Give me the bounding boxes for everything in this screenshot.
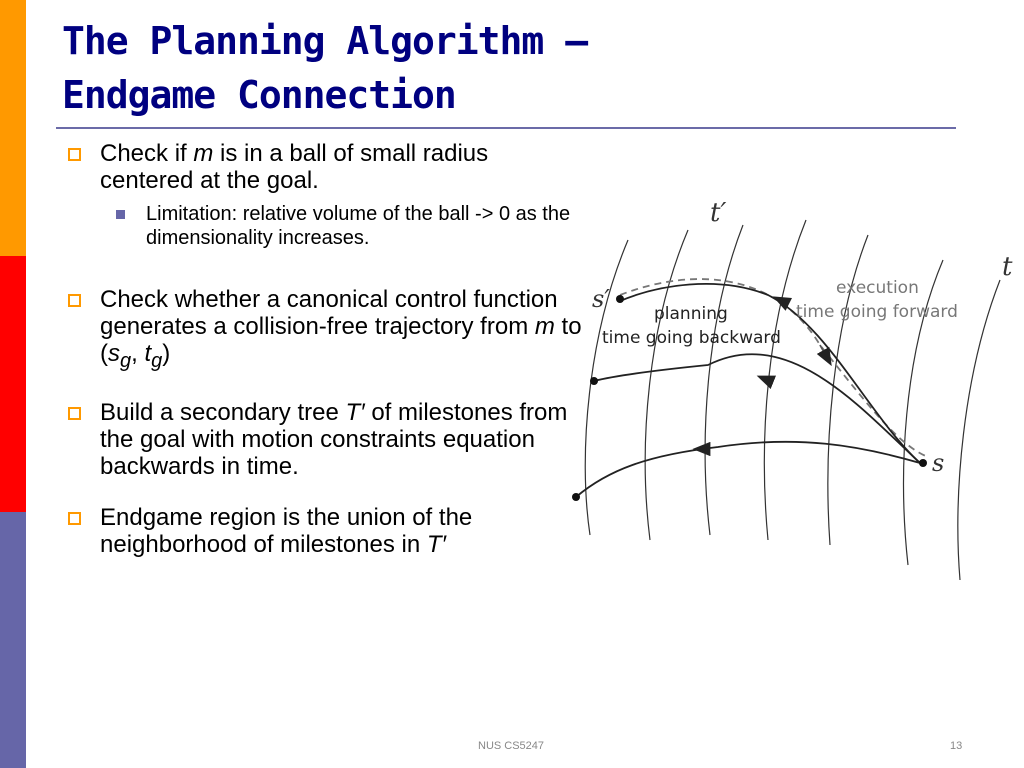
- bullet-2-var-s: s: [108, 340, 120, 367]
- left-color-bar: [0, 0, 26, 768]
- bullet-2-text-pre: Check whether a canonical control function generates a collision-free trajectory from: [100, 286, 558, 340]
- purple-bar-segment: [0, 512, 26, 768]
- title-line-2: Endgame Connection: [62, 73, 456, 117]
- level-curve-3: [705, 225, 743, 535]
- level-curve-4: [764, 220, 806, 540]
- bullet-4: [62, 504, 582, 558]
- bullet-2-close: ): [162, 340, 171, 367]
- bullet-1-var-m: m: [193, 140, 214, 167]
- planning-label-2: time going backward: [602, 328, 781, 348]
- bullet-4-var-T: T′: [426, 530, 447, 558]
- bullet-square-icon: [68, 512, 81, 525]
- label-s-prime: s′: [592, 285, 610, 313]
- bullet-2-var-t: t: [144, 340, 152, 367]
- bullet-3-text-post: of milestones from the goal with motion constraints equation backwards in time.: [100, 398, 568, 480]
- bullet-1-text-pre: Check if: [100, 140, 194, 167]
- bullet-square-icon: [68, 148, 81, 161]
- bullet-2-sub-g2: g: [151, 349, 163, 372]
- title-divider: [56, 127, 956, 129]
- bullet-3-text-pre: Build a secondary tree: [100, 398, 346, 426]
- bullet-2-comma: ,: [131, 340, 145, 367]
- bullet-3-var-T: T′: [345, 398, 365, 426]
- bullet-square-icon: [68, 407, 81, 420]
- time-level-curves: [585, 220, 1000, 580]
- trajectory-bottom: [576, 442, 920, 497]
- point-bottom-end: [572, 493, 580, 501]
- point-s-prime: [616, 295, 624, 303]
- bullet-square-icon: [68, 294, 81, 307]
- execution-label-1: execution: [836, 278, 919, 298]
- execution-label-2: time going forward: [796, 302, 958, 322]
- bullet-4-text-pre: Endgame region is the union of the neighborhood of milestones in: [100, 503, 473, 558]
- planning-label-1: planning: [654, 304, 728, 324]
- bullet-2-text-mid: to (: [100, 313, 582, 367]
- point-middle-end: [590, 377, 598, 385]
- sub-bullet-1-text: Limitation: relative volume of the ball -> 0 as the dimensionality increases.: [146, 203, 571, 249]
- label-s: s: [932, 449, 945, 477]
- level-curve-7: [958, 280, 1000, 580]
- label-t: t: [1002, 252, 1013, 282]
- sub-bullet-1: [146, 202, 582, 250]
- label-t-prime: t′: [710, 198, 727, 228]
- footer-page-number: 13: [950, 740, 963, 752]
- sub-bullet-square-icon: [116, 210, 125, 219]
- bullet-2-var-m: m: [534, 313, 555, 340]
- bullet-2: [62, 286, 582, 375]
- point-s: [919, 459, 927, 467]
- bullet-3: [62, 399, 582, 480]
- title-line-1: The Planning Algorithm –: [62, 19, 588, 63]
- trajectory-figure: [568, 195, 1024, 585]
- red-bar-segment: [0, 256, 26, 512]
- footer-course: NUS CS5247: [478, 740, 545, 752]
- orange-bar-segment: [0, 0, 26, 256]
- bullet-1: [62, 140, 582, 194]
- bullet-2-sub-g1: g: [120, 349, 132, 372]
- bullet-list: [62, 140, 582, 558]
- level-curve-2: [645, 230, 688, 540]
- slide-title: [62, 14, 587, 122]
- bullet-1-text-post: is in a ball of small radius centered at the goal.: [100, 140, 489, 194]
